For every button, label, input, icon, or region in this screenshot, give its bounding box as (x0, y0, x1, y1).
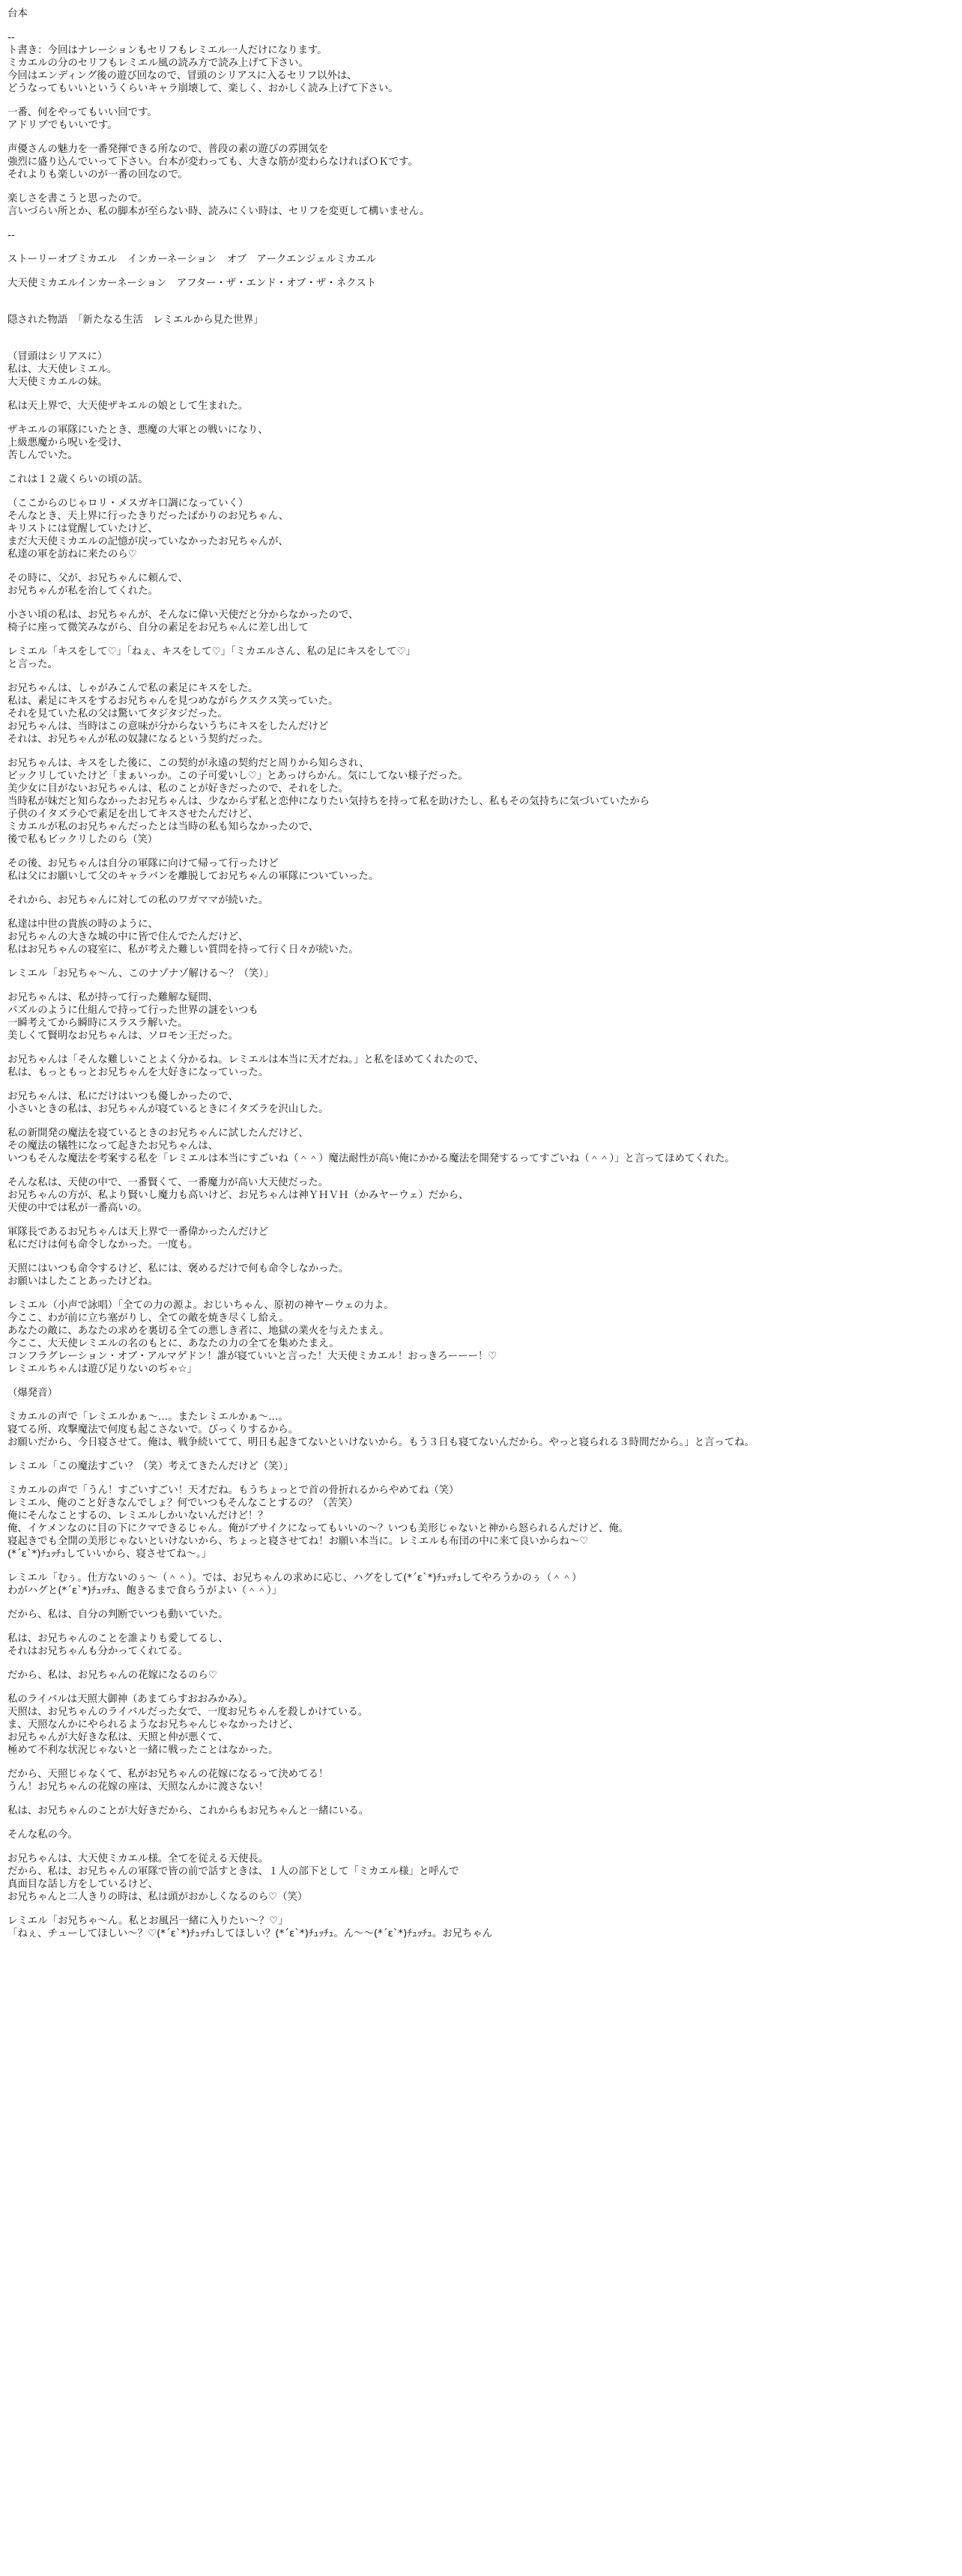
text-line: レミエル「キスをして♡」「ねぇ、キスをして♡」「ミカエルさん、私の足にキスをして♡」 (7, 646, 416, 657)
paragraph (7, 143, 952, 181)
paragraph (7, 338, 952, 389)
text-line: うん！お兄ちゃんの花嫁の座は、天照なんかに渡さない！ (7, 1781, 269, 1793)
paragraph (7, 991, 952, 1042)
paragraph (7, 1805, 952, 1817)
paragraph (7, 1693, 952, 1757)
text-line: -- (7, 32, 15, 43)
text-line: お兄ちゃんは、しゃがみこんで私の素足にキスをした。 (7, 683, 258, 694)
text-line: ミカエルの声で「レミエルかぁ〜…。またレミエルかぁ〜…。 (7, 1412, 288, 1423)
text-line (7, 338, 952, 350)
text-line: 私のライバルは天照大御神（あまてらすおおみかみ）。 (7, 1694, 253, 1705)
paragraph (7, 1090, 952, 1116)
paragraph (7, 229, 952, 242)
text-line: レミエルちゃんは遊び足りないのぢゃ☆」 (7, 1364, 198, 1375)
paragraph (7, 1299, 952, 1376)
text-line: それを見ていた私の父は驚いてタジタジだった。 (7, 708, 229, 720)
paragraph (7, 967, 952, 980)
text-line: お願いだから、今日寝させて。俺は、戦争続いてて、明日も起きてないといけないから。もう３日も寝てないんだから。やっと寝られる３時間だから。」と言ってね。 (7, 1437, 755, 1448)
text-line: 私達の軍を訪ねに来たのら♡ (7, 549, 137, 560)
text-line: (*´ε`*)ﾁｭｯﾁｭしていいから、寝させてね〜。」 (7, 1549, 212, 1560)
text-line: 私は、お兄ちゃんのことを誰よりも愛してるし、 (7, 1633, 229, 1644)
text-line: お兄ちゃんが私を治してくれた。 (7, 586, 158, 597)
text-line: その魔法の犠牲になって起きたお兄ちゃんは、 (7, 1140, 219, 1152)
text-line: お兄ちゃんは、私が持って行った難解な疑問、 (7, 992, 219, 1003)
text-line: それよりも楽しいのが一番の回なので。 (7, 169, 188, 180)
text-line: -- (7, 230, 15, 241)
text-line: レミエル「お兄ちゃ〜ん、このナゾナゾ解ける〜？（笑）」 (7, 968, 274, 979)
text-line: だから、私は、お兄ちゃんの軍隊で皆の前で話すときは、１人の部下として「ミカエル様」と呼んで (7, 1866, 459, 1877)
paragraph (7, 1176, 952, 1215)
text-line: （ここからのじゃロリ・メスガキ口調になっていく） (7, 498, 249, 509)
text-line: ビックリしていたけど「まぁいっか。この子可愛いし♡」とあっけらかん。気にしてない様子だった。 (7, 771, 468, 782)
text-line: 私の新開発の魔法を寝ているときのお兄ちゃんに試したんだけど、 (7, 1128, 309, 1139)
text-line: 私は天上界で、大天使ザキエルの娘として生まれた。 (7, 401, 249, 412)
text-line: 今ここ、大天使レミエルの名のもとに、あなたの力の全てを集めたまえ。 (7, 1338, 339, 1349)
text-line: お兄ちゃんが大好きな私は、天照と仲が悪くて、 (7, 1732, 229, 1743)
text-line: 声優さんの魅力を一番発揮できる所なので、普段の素の遊びの雰囲気を (7, 144, 329, 155)
text-line: ま、天照なんかにやられるようなお兄ちゃんじゃなかったけど、 (7, 1719, 299, 1731)
text-line: コンフラグレーション・オブ・アルマゲドン！誰が寝ていいと言った！大天使ミカエル！おっきろーーー！♡ (7, 1351, 497, 1362)
text-line: レミエル、俺のこと好きなんでしょ？何でいつもそんなことするの？（苦笑） (7, 1498, 358, 1509)
text-line: お兄ちゃんと二人きりの時は、私は頭がおかしくなるのら♡（笑） (7, 1892, 308, 1903)
paragraph (7, 1572, 952, 1597)
text-line: 私は、大天使レミエル。 (7, 364, 118, 375)
text-line: 美しくて賢明なお兄ちゃんは、ソロモン王だった。 (7, 1030, 238, 1042)
text-line: だから、私は、お兄ちゃんの花嫁になるのら♡ (7, 1670, 217, 1681)
paragraph (7, 253, 952, 266)
text-line: お兄ちゃんは、当時はこの意味が分からないうちにキスをしたんだけど (7, 721, 329, 732)
text-line: その時に、父が、お兄ちゃんに頼んで、 (7, 573, 188, 584)
text-line: 天照は、お兄ちゃんのライバルだった女で、一度お兄ちゃんを殺しかけている。 (7, 1707, 369, 1718)
text-line: 子供のイタズラ心で素足を出してキスさせたんだけど、 (7, 809, 258, 820)
text-line: 今回はエンディング後の遊び回なので、冒頭のシリアスに入るセリフ以外は、 (7, 70, 357, 82)
text-line: 大天使ミカエルの妹。 (7, 377, 108, 388)
paragraph (7, 1829, 952, 1841)
text-line: 隠された物語 「新たなる生活 レミエルから見た世界」 (7, 315, 264, 326)
text-line: （冒頭はシリアスに） (7, 351, 108, 362)
text-line: 俺にそんなことするの、レミエルしかいないんだけど！？ (7, 1510, 268, 1522)
paragraph (7, 757, 952, 846)
text-line: 美少女に目がないお兄ちゃんは、私のことが好きだったので、それをした。 (7, 783, 349, 795)
text-line (7, 301, 952, 314)
text-line: 上級悪魔から呪いを受け、 (7, 437, 128, 449)
paragraph (7, 894, 952, 907)
paragraph (7, 1853, 952, 1904)
text-line: 軍隊長であるお兄ちゃんは天上界で一番偉かったんだけど (7, 1227, 269, 1238)
text-line: 強烈に盛り込んでいって下さい。台本が変わっても、大きな筋が変わらなければＯＫです。 (7, 157, 418, 168)
text-line: 私にだけは何も命令しなかった。一度も。 (7, 1239, 199, 1251)
paragraph (7, 682, 952, 746)
text-line: これは１２歳くらいの頃の話。 (7, 474, 148, 485)
text-line: 私は、素足にキスをするお兄ちゃんを見つめながらクスクス笑っていた。 (7, 696, 339, 707)
text-line: 私はお兄ちゃんの寝室に、私が考えた難しい質問を持って行く日々が続いた。 (7, 944, 359, 956)
paragraph (7, 572, 952, 598)
paragraph (7, 1460, 952, 1473)
text-line: 一瞬考えてから瞬時にスラスラ解いた。 (7, 1018, 188, 1029)
text-line: あなたの敵に、あなたの求めを裏切る全ての悪しき者に、地獄の業火を与えたまえ。 (7, 1325, 390, 1337)
text-line: お兄ちゃんの大きな城の中に皆で住んでたんだけど、 (7, 932, 249, 943)
text-line: だから、天照じゃなくて、私がお兄ちゃんの花嫁になるって決めてる！ (7, 1769, 329, 1780)
text-line: ザキエルの軍隊にいたとき、悪魔の大軍との戦いになり、 (7, 425, 268, 436)
text-line: 私は、もっともっとお兄ちゃんを大好きになっていった。 (7, 1067, 269, 1078)
paragraph (7, 1484, 952, 1561)
paragraph (7, 1915, 952, 1940)
paragraph (7, 106, 952, 132)
text-line: お兄ちゃんは、大天使ミカエル様。全てを従える天使長。 (7, 1853, 269, 1865)
text-line: お兄ちゃんは、キスをした後に、この契約が永遠の契約だと周りから知らされ、 (7, 758, 369, 769)
text-line: 苦しんでいた。 (7, 450, 78, 461)
text-line: 言いづらい所とか、私の脚本が至らない時、読みにくい時は、セリフを変更して構いません。 (7, 206, 430, 217)
paragraph (7, 609, 952, 634)
paragraph (7, 1226, 952, 1251)
text-line: お兄ちゃんは、私にだけはいつも優しかったので、 (7, 1091, 238, 1102)
text-line: 大天使ミカエルインカーネーション アフター・ザ・エンド・オブ・ザ・ネクスト (7, 278, 377, 289)
text-line: 今ここ、わが前に立ち塞がりし、全ての敵を焼き尽くし給え。 (7, 1313, 289, 1324)
text-line: どうなってもいいというくらいキャラ崩壊して、楽しく、おかしく読み上げて下さい。 (7, 83, 399, 94)
document-body (7, 31, 952, 1940)
text-line: それから、お兄ちゃんに対しての私のワガママが続いた。 (7, 895, 269, 906)
text-line: レミエル「この魔法すごい？（笑）考えてきたんだけど（笑）」 (7, 1461, 294, 1472)
text-line: 天使の中では私が一番高いの。 (7, 1203, 148, 1214)
paragraph (7, 1632, 952, 1658)
text-line: 俺、イケメンなのに目の下にクマできるじゃん。俺がブサイクになってもいいの〜？いつも美形じゃないと神から怒られるんだけど、俺。 (7, 1523, 629, 1534)
text-line: レミエル「お兄ちゃ〜ん。私とお風呂一緒に入りたい〜？♡」 (7, 1916, 288, 1927)
text-line: その後、お兄ちゃんは自分の軍隊に向けて帰って行ったけど (7, 858, 279, 869)
text-line: 寝てる所、攻撃魔法で何度も起こさないで。びっくりするから。 (7, 1424, 299, 1436)
text-line: ミカエルの分のセリフもレミエル風の読み方で読み上げて下さい。 (7, 58, 309, 69)
paragraph (7, 31, 952, 95)
text-line: 「ねぇ、チューしてほしい〜？♡(*´ε`*)ﾁｭｯﾁｭしてほしい？(*´ε`*)ﾁｭｯﾁｭ。ん〜〜(*´ε`*)ﾁｭｯﾁｭ。お兄ちゃん (7, 1928, 493, 1939)
paragraph (7, 1263, 952, 1288)
text-line: レミエル「むぅ。仕方ないのぅ〜（＾＾）。では、お兄ちゃんの求めに応じ、ハグをして(*´ε`*)ﾁｭｯﾁｭしてやろうかのぅ（＾＾） (7, 1573, 582, 1584)
text-line: キリストには覚醒していたけど、 (7, 523, 158, 535)
text-line: 後で私もビックリしたのら（笑） (7, 834, 158, 845)
text-line: お兄ちゃんは「そんな難しいことよく分かるね。レミエルは本当に天才だね。」と私をほめてくれたので、 (7, 1054, 484, 1066)
paragraph (7, 1127, 952, 1165)
paragraph (7, 857, 952, 883)
text-line: 私は、お兄ちゃんのことが大好きだから、これからもお兄ちゃんと一緒にいる。 (7, 1805, 369, 1817)
text-line: 小さいときの私は、お兄ちゃんが寝ているときにイタズラを沢山した。 (7, 1104, 329, 1115)
text-line: そんなとき、天上界に行ったきりだったばかりのお兄ちゃん、 (7, 511, 289, 522)
text-line: 私達は中世の貴族の時のように、 (7, 919, 158, 930)
paragraph (7, 645, 952, 671)
text-line: そんな私は、天使の中で、一番賢くて、一番魔力が高い大天使だった。 (7, 1177, 328, 1188)
text-line: 極めて不利な状況じゃないと一緒に戦ったことはなかった。 (7, 1745, 279, 1756)
paragraph (7, 497, 952, 561)
text-line: わがハグと(*´ε`*)ﾁｭｯﾁｭ、飽きるまで食らうがよい（＾＾）」 (7, 1585, 282, 1597)
paragraph (7, 473, 952, 486)
text-line: お兄ちゃんの方が、私より賢いし魔力も高いけど、お兄ちゃんは神ＹＨＶＨ（かみヤーウェ）だから、 (7, 1190, 469, 1201)
text-line: そんな私の今。 (7, 1829, 78, 1841)
text-line: お願いはしたことあったけどね。 (7, 1276, 158, 1287)
text-line: 真面目な話し方をしているけど、 (7, 1879, 158, 1890)
text-line: ストーリーオブミカエル インカーネーション オブ アークエンジェルミカエル (7, 254, 376, 265)
paragraph (7, 301, 952, 326)
text-line: と言った。 (7, 659, 58, 670)
paragraph (7, 192, 952, 218)
text-line: 寝起きでも全開の美形じゃないといけないから、ちょっと寝させてね！お願い本当に。レミエルも布団の中に来て良いからね〜♡ (7, 1536, 589, 1547)
text-line: レミエル（小声で詠唱）「全ての力の源よ。おじいちゃん、原初の神ヤーウェの力よ。 (7, 1300, 394, 1311)
paragraph (7, 1411, 952, 1449)
paragraph (7, 424, 952, 462)
paragraph (7, 1669, 952, 1682)
script-document (7, 7, 952, 1951)
paragraph (7, 277, 952, 290)
text-line: ト書き：今回はナレーションもセリフもレミエル一人だけになります。 (7, 45, 327, 56)
text-line: 一番、何をやってもいい回です。 (7, 107, 157, 118)
paragraph (7, 918, 952, 956)
text-line: （爆発音） (7, 1388, 58, 1399)
text-line: ミカエルが私のお兄ちゃんだったとは当時の私も知らなかったので、 (7, 821, 318, 833)
text-line: それは、お兄ちゃんが私の奴隷になるという契約だった。 (7, 734, 269, 745)
document-title: 台本 (7, 8, 28, 19)
paragraph (7, 400, 952, 413)
text-line: パズルのように仕組んで持って行った世界の謎をいつも (7, 1005, 258, 1016)
text-line: 椅子に座って微笑みながら、自分の素足をお兄ちゃんに差し出して (7, 622, 309, 634)
text-line: 当時私が妹だと知らなかったお兄ちゃんは、少なからず私と恋仲になりたい気持ちを持って私を助けたし、私もその気持ちに気づいていたから (7, 796, 650, 807)
text-line: アドリブでもいいです。 (7, 120, 118, 131)
paragraph (7, 1387, 952, 1400)
paragraph (7, 1609, 952, 1621)
text-line: まだ大天使ミカエルの記憶が戻っていなかったお兄ちゃんが、 (7, 536, 288, 547)
text-line: いつもそんな魔法を考案する私を「レミエルは本当にすごいね（＾＾）魔法耐性が高い俺にかかる魔法を開発するってすごいね（＾＾）」と言ってほめてくれた。 (7, 1153, 735, 1164)
text-line: 天照にはいつも命令するけど、私には、褒めるだけで何も命令しなかった。 (7, 1263, 349, 1275)
text-line: 楽しさを書こうと思ったので。 (7, 193, 148, 204)
paragraph (7, 1054, 952, 1079)
paragraph (7, 1768, 952, 1793)
text-line: 小さい頃の私は、お兄ちゃんが、そんなに偉い天使だと分からなかったので、 (7, 610, 359, 621)
text-line: 私は父にお願いして父のキャラバンを離脱してお兄ちゃんの軍隊についていった。 (7, 871, 379, 882)
text-line: それはお兄ちゃんも分かってくれてる。 (7, 1646, 189, 1657)
text-line: ミカエルの声で「うん！すごいすごい！天才だね。もうちょっとで首の骨折れるからやめてね（笑） (7, 1485, 459, 1496)
text-line: だから、私は、自分の判断でいつも動いていた。 (7, 1609, 229, 1620)
